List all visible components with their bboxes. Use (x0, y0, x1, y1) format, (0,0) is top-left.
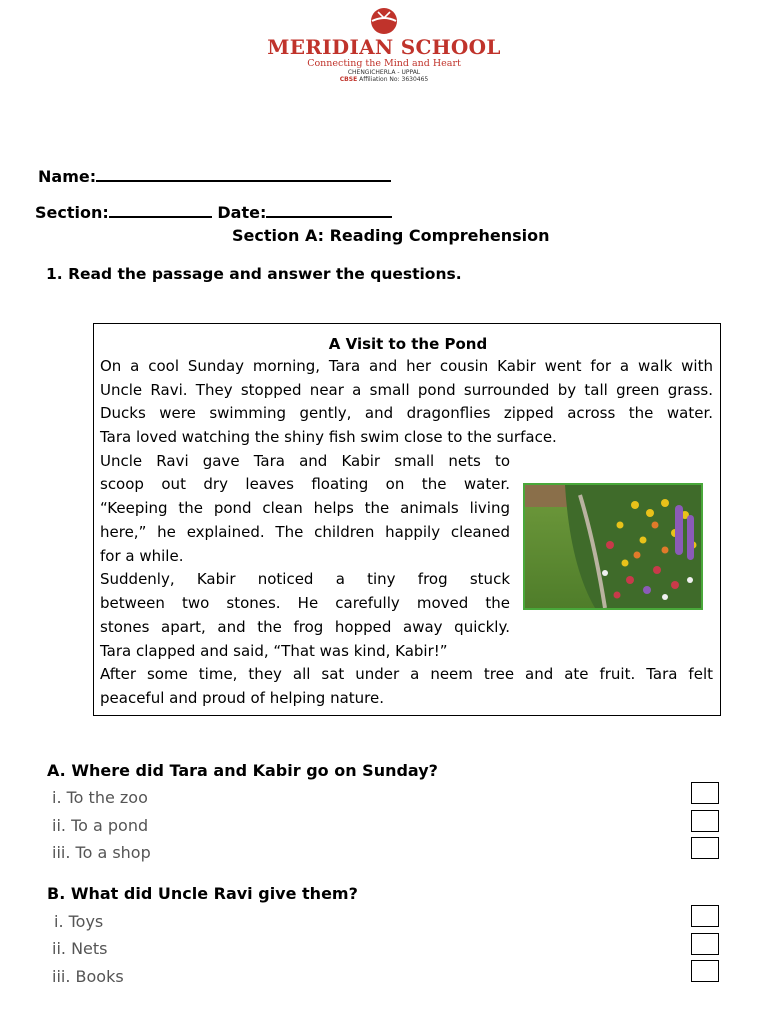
answer-checkbox-b-2[interactable] (691, 933, 719, 955)
passage-line: Tara clapped and said, “That was kind, Kabir!” (100, 642, 448, 660)
name-blank[interactable] (96, 166, 391, 182)
question-a: A. Where did Tara and Kabir go on Sunday? (47, 761, 438, 780)
section-title: Section A: Reading Comprehension (232, 226, 550, 245)
garden-image (525, 485, 701, 608)
passage-line: Ducks were swimming gently, and dragonflies zipped across the water. (100, 404, 713, 422)
school-emblem-icon (369, 6, 399, 36)
question-b: B. What did Uncle Ravi give them? (47, 884, 358, 903)
school-tagline: Connecting the Mind and Heart (307, 58, 461, 69)
passage-line: here,” he explained. The children happily cleaned (100, 523, 510, 541)
passage-line: Uncle Ravi gave Tara and Kabir small nets to (100, 452, 510, 470)
school-logo (264, 6, 504, 84)
answer-checkbox-a-1[interactable] (691, 782, 719, 804)
section-label: Section: (35, 203, 109, 222)
answer-checkbox-a-2[interactable] (691, 810, 719, 832)
section-date-field (35, 202, 392, 223)
passage-title: A Visit to the Pond (328, 335, 488, 353)
school-location: CHENGICHERLA - UPPAL (347, 69, 421, 76)
passage-line: scoop out dry leaves floating on the water. (100, 475, 510, 493)
passage-line: “Keeping the pond clean helps the animals living (100, 499, 510, 517)
passage-line: stones apart, and the frog hopped away quickly. (100, 618, 510, 636)
question-instruction: 1. Read the passage and answer the questions. (46, 265, 462, 283)
passage-line: On a cool Sunday morning, Tara and her cousin Kabir went for a walk with (100, 357, 713, 375)
school-name: MERIDIAN SCHOOL (267, 35, 501, 59)
option-a-1: i. To the zoo (52, 788, 148, 807)
option-b-1: i. Toys (54, 912, 104, 931)
passage-line: between two stones. He carefully moved the (100, 594, 510, 612)
answer-checkbox-a-3[interactable] (691, 837, 719, 859)
passage-line: After some time, they all sat under a neem tree and ate fruit. Tara felt (100, 665, 713, 683)
affiliation-number: Affiliation No: 3630465 (359, 76, 429, 83)
passage-line: Suddenly, Kabir noticed a tiny frog stuck (100, 570, 510, 588)
name-label: Name: (38, 167, 97, 186)
passage-line: for a while. (100, 547, 184, 565)
option-a-2: ii. To a pond (52, 816, 149, 835)
answer-checkbox-b-3[interactable] (691, 960, 719, 982)
option-b-3: iii. Books (52, 967, 124, 986)
option-a-3: iii. To a shop (52, 843, 151, 862)
answer-checkbox-b-1[interactable] (691, 905, 719, 927)
passage-line: peaceful and proud of helping nature. (100, 689, 384, 707)
passage-line: Uncle Ravi. They stopped near a small pond surrounded by tall green grass. (100, 381, 713, 399)
date-blank[interactable] (266, 202, 392, 218)
passage-line: Tara loved watching the shiny fish swim close to the surface. (100, 428, 557, 446)
school-affiliation (264, 76, 504, 84)
section-blank[interactable] (109, 202, 212, 218)
option-b-2: ii. Nets (52, 939, 108, 958)
name-field (38, 166, 391, 187)
date-label: Date: (217, 203, 267, 222)
garden-photo (523, 483, 703, 610)
affiliation-board: CBSE (339, 76, 358, 83)
